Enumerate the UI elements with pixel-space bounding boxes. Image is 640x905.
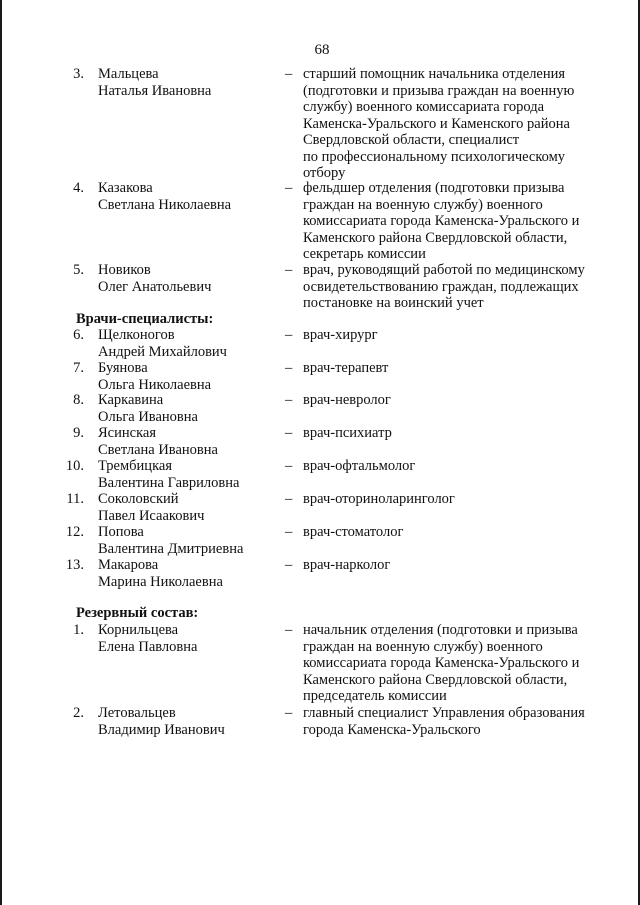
member-role-line: врач, руководящий работой по медицинскому — [303, 262, 585, 278]
member-role-line: секретарь комиссии — [303, 246, 426, 262]
reserve-surname: Корнильцева — [98, 622, 179, 638]
dash-separator: – — [285, 392, 293, 408]
dash-separator: – — [285, 180, 293, 196]
member-role-line: граждан на военную службу) военного — [303, 196, 543, 213]
item-number: 8. — [73, 392, 84, 408]
doctor-surname: Каркавина — [98, 392, 164, 408]
doctor-role: врач-терапевт — [303, 360, 389, 376]
member-role-line: постановке на воинский учет — [303, 295, 484, 311]
member-role-line: Каменского района Свердловской области, — [303, 229, 568, 246]
dash-separator: – — [285, 622, 293, 638]
doctor-given-names: Марина Николаевна — [98, 573, 223, 590]
dash-separator: – — [285, 524, 293, 540]
member-given-names: Светлана Николаевна — [98, 196, 232, 213]
doctor-given-names: Валентина Гавриловна — [98, 474, 240, 491]
item-number: 4. — [73, 180, 84, 196]
doctor-role: врач-невролог — [303, 392, 391, 408]
doctors-heading: Врачи-специалисты: — [76, 311, 214, 327]
reserve-role-line: граждан на военную службу) военного — [303, 638, 543, 655]
item-number: 9. — [73, 425, 84, 441]
member-role-line: отбору — [303, 165, 346, 181]
doctor-given-names: Андрей Михайлович — [98, 343, 227, 360]
reserve-surname: Летовальцев — [98, 705, 176, 721]
member-surname: Новиков — [98, 262, 151, 278]
item-number: 1. — [73, 622, 84, 638]
doctor-given-names: Павел Исаакович — [98, 507, 205, 524]
member-surname: Мальцева — [98, 66, 159, 82]
reserve-role-line: комиссариата города Каменска-Уральского и — [303, 655, 580, 671]
member-surname: Казакова — [98, 180, 153, 196]
member-role-line: комиссариата города Каменска-Уральского и — [303, 213, 580, 229]
doctor-surname: Трембицкая — [98, 458, 172, 474]
doctor-given-names: Валентина Дмитриевна — [98, 540, 244, 557]
doctor-role: врач-офтальмолог — [303, 458, 416, 474]
reserve-role-line: главный специалист Управления образования — [303, 705, 585, 721]
reserve-given-names: Елена Павловна — [98, 638, 198, 655]
reserve-role-line: города Каменска-Уральского — [303, 721, 481, 738]
doctor-surname: Буянова — [98, 360, 148, 376]
reserve-role-line: председатель комиссии — [303, 688, 447, 704]
dash-separator: – — [285, 491, 293, 507]
member-given-names: Олег Анатольевич — [98, 278, 212, 295]
reserve-heading: Резервный состав: — [76, 605, 199, 621]
member-role-line: освидетельствованию граждан, подлежащих — [303, 278, 579, 295]
doctor-given-names: Ольга Ивановна — [98, 408, 198, 425]
item-number: 3. — [73, 66, 84, 82]
doctor-given-names: Светлана Ивановна — [98, 441, 218, 458]
member-role-line: фельдшер отделения (подготовки призыва — [303, 180, 565, 196]
item-number: 5. — [73, 262, 84, 278]
item-number: 13. — [65, 557, 84, 573]
dash-separator: – — [285, 327, 293, 343]
item-number: 10. — [65, 458, 84, 474]
dash-separator: – — [285, 66, 293, 82]
dash-separator: – — [285, 425, 293, 441]
doctor-surname: Ясинская — [98, 425, 156, 441]
member-role-line: старший помощник начальника отделения — [303, 66, 566, 82]
item-number: 6. — [73, 327, 84, 343]
dash-separator: – — [285, 705, 293, 721]
reserve-role-line: начальник отделения (подготовки и призыва — [303, 622, 578, 638]
doctor-surname: Макарова — [98, 557, 159, 573]
dash-separator: – — [285, 458, 293, 474]
member-role-line: (подготовки и призыва граждан на военную — [303, 82, 575, 99]
doctor-role: врач-нарколог — [303, 557, 391, 573]
page-number: 68 — [314, 42, 330, 58]
item-number: 7. — [73, 360, 84, 376]
item-number: 2. — [73, 705, 84, 721]
dash-separator: – — [285, 262, 293, 278]
member-role-line: Свердловской области, специалист — [303, 132, 520, 148]
doctor-surname: Соколовский — [98, 491, 179, 507]
doctor-surname: Попова — [98, 524, 144, 540]
dash-separator: – — [285, 557, 293, 573]
member-given-names: Наталья Ивановна — [98, 82, 212, 99]
doctor-role: врач-психиатр — [303, 425, 392, 441]
dash-separator: – — [285, 360, 293, 376]
doctor-role: врач-стоматолог — [303, 524, 404, 540]
doctor-given-names: Ольга Николаевна — [98, 376, 212, 393]
member-role-line: Каменска-Уральского и Каменского района — [303, 115, 570, 132]
doctor-role: врач-хирург — [303, 327, 378, 343]
item-number: 11. — [66, 491, 84, 507]
doctor-surname: Щелконогов — [98, 327, 175, 343]
reserve-given-names: Владимир Иванович — [98, 721, 225, 738]
member-role-line: по профессиональному психологическому — [303, 148, 566, 165]
member-role-line: службу) военного комиссариата города — [303, 99, 545, 115]
item-number: 12. — [65, 524, 84, 540]
doctor-role: врач-оториноларинголог — [303, 491, 455, 507]
reserve-role-line: Каменского района Свердловской области, — [303, 671, 568, 688]
